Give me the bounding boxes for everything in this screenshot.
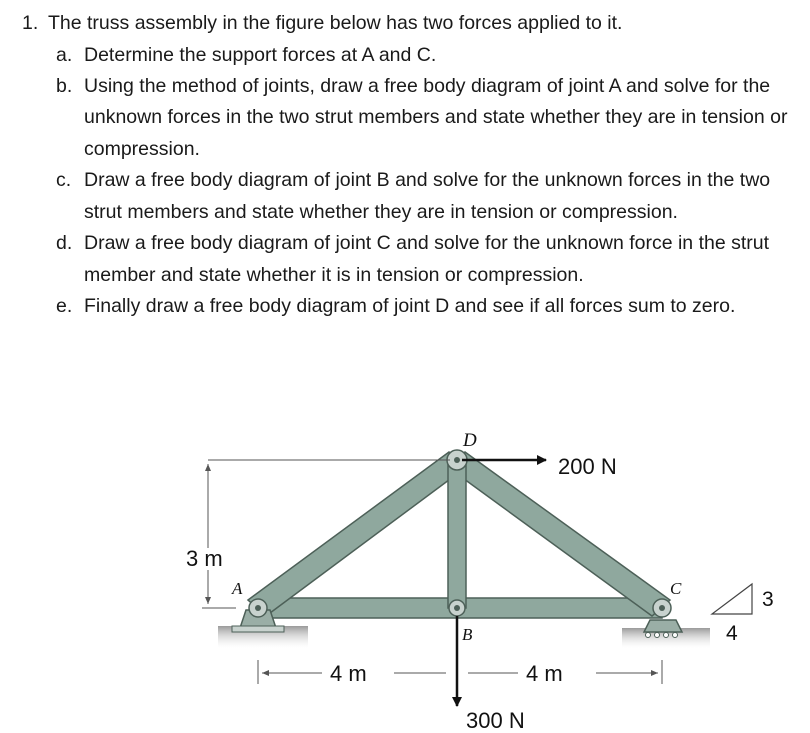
part-b-text: Using the method of joints, draw a free body diagram of joint A and solve for the unknown forces in the two strut members and state whether they are in tension or compression. bbox=[84, 74, 788, 160]
part-a-text: Determine the support forces at A and C. bbox=[84, 43, 437, 66]
slope-triangle bbox=[712, 584, 752, 614]
part-c-label: c. bbox=[56, 169, 72, 191]
part-d-text: Draw a free body diagram of joint C and solve for the unknown force in the strut member and state whether it is in tension or compression. bbox=[84, 232, 770, 286]
span-left-label: 4 m bbox=[330, 661, 367, 686]
question-number: 1. bbox=[22, 12, 39, 34]
joint-b-pin bbox=[449, 600, 465, 616]
member-db bbox=[448, 462, 466, 608]
joint-label-a: A bbox=[232, 579, 243, 598]
joint-label-b: B bbox=[462, 625, 473, 644]
joint-label-d: D bbox=[463, 430, 477, 451]
force-200n-label: 200 N bbox=[558, 454, 617, 479]
part-e-text: Finally draw a free body diagram of joint D and see if all forces sum to zero. bbox=[84, 295, 736, 317]
span-dimension bbox=[258, 660, 662, 684]
question-stem-text: The truss assembly in the figure below has two forces applied to it. bbox=[48, 12, 623, 34]
part-a-label: a. bbox=[56, 43, 73, 66]
force-300n-label: 300 N bbox=[466, 708, 525, 733]
member-ad bbox=[248, 452, 465, 616]
part-b-label: b. bbox=[56, 74, 73, 97]
part-c-text: Draw a free body diagram of joint B and solve for the unknown forces in the two strut members and state whether they are in tension or compression. bbox=[84, 169, 771, 223]
part-d-label: d. bbox=[56, 232, 73, 254]
slope-rise-label: 3 bbox=[762, 588, 774, 611]
slope-run-label: 4 bbox=[726, 622, 738, 645]
height-label: 3 m bbox=[186, 546, 223, 571]
span-right-label: 4 m bbox=[526, 661, 563, 686]
joint-label-c: C bbox=[670, 579, 682, 598]
part-e-label: e. bbox=[56, 295, 73, 317]
